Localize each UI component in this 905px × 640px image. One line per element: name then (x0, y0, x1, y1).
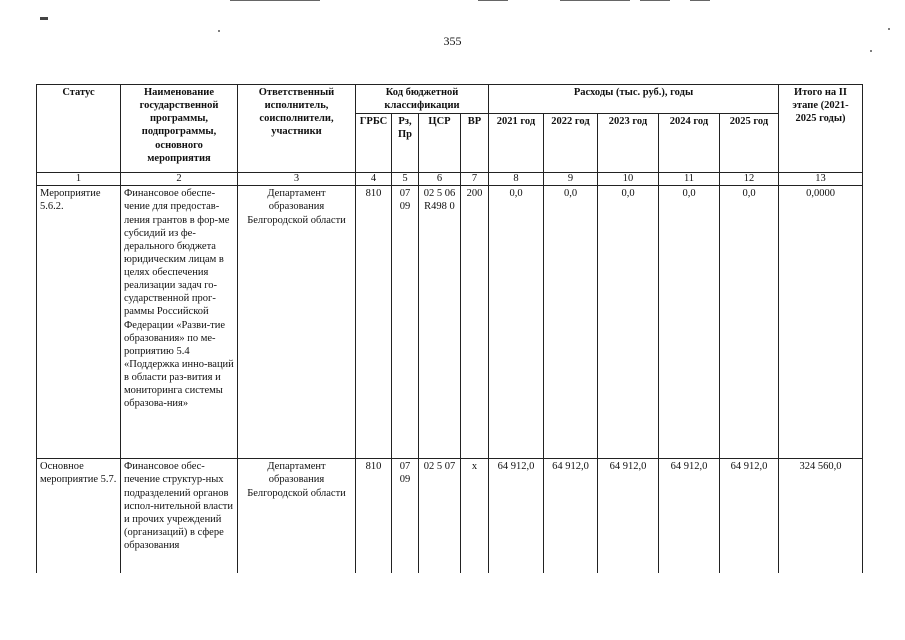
header-total: Итого на II этапе (2021-2025 годы) (779, 85, 863, 173)
column-number: 13 (779, 173, 863, 186)
column-number: 4 (356, 173, 392, 186)
header-2024: 2024 год (659, 114, 720, 173)
column-number: 10 (598, 173, 659, 186)
header-row-1 (37, 85, 863, 114)
budget-table (36, 84, 863, 573)
header-2021: 2021 год (489, 114, 544, 173)
row-2025: 64 912,0 (720, 459, 779, 574)
row-rz-pr: 07 09 (392, 186, 419, 459)
header-status: Статус (37, 85, 121, 173)
row-2023: 0,0 (598, 186, 659, 459)
column-number: 6 (419, 173, 461, 186)
table-row (37, 459, 863, 574)
header-2023: 2023 год (598, 114, 659, 173)
row-2021: 64 912,0 (489, 459, 544, 574)
header-vr: ВР (461, 114, 489, 173)
header-grbs: ГРБС (356, 114, 392, 173)
header-csr: ЦСР (419, 114, 461, 173)
row-total: 324 560,0 (779, 459, 863, 574)
header-expenses: Расходы (тыс. руб.), годы (489, 85, 779, 114)
column-number: 2 (121, 173, 238, 186)
row-2025: 0,0 (720, 186, 779, 459)
row-2022: 0,0 (544, 186, 598, 459)
header-rz-pr: Рз, Пр (392, 114, 419, 173)
row-vr: x (461, 459, 489, 574)
row-2024: 0,0 (659, 186, 720, 459)
column-number: 1 (37, 173, 121, 186)
column-number: 3 (238, 173, 356, 186)
row-2022: 64 912,0 (544, 459, 598, 574)
header-program-name: Наименование государственной программы, подпрограммы, основного мероприятия (121, 85, 238, 173)
row-vr: 200 (461, 186, 489, 459)
column-number: 12 (720, 173, 779, 186)
header-budget-code: Код бюджетной классификации (356, 85, 489, 114)
row-responsible: Департамент образования Белгородской области (238, 186, 356, 459)
column-number: 7 (461, 173, 489, 186)
page-number: 355 (443, 34, 462, 48)
header-responsible: Ответственный исполнитель, соисполнители, участники (238, 85, 356, 173)
header-2025: 2025 год (720, 114, 779, 173)
column-number: 8 (489, 173, 544, 186)
row-name: Финансовое обеспе-чение для предостав-ления грантов в фор-ме субсидий из фе-дерального бюджета юридическим лицам в целях обеспечения реализации задач го-сударственной прог-раммы Российской Федерации «Разви-тие образования» по ме-роприятию 5.4 «Поддержка инно-ваций в области раз-вития и мониторинга системы образова-ния» (121, 186, 238, 459)
row-csr: 02 5 07 (419, 459, 461, 574)
row-total: 0,0000 (779, 186, 863, 459)
row-2024: 64 912,0 (659, 459, 720, 574)
row-status: Мероприятие 5.6.2. (37, 186, 121, 459)
row-csr: 02 5 06 R498 0 (419, 186, 461, 459)
row-name: Финансовое обес-печение структур-ных подразделений органов испол-нительной власти и прочих учреждений (организаций) в сфере образования (121, 459, 238, 574)
row-grbs: 810 (356, 186, 392, 459)
header-2022: 2022 год (544, 114, 598, 173)
column-number: 5 (392, 173, 419, 186)
row-status: Основное мероприятие 5.7. (37, 459, 121, 574)
row-rz-pr: 07 09 (392, 459, 419, 574)
row-grbs: 810 (356, 459, 392, 574)
column-number: 11 (659, 173, 720, 186)
row-2021: 0,0 (489, 186, 544, 459)
row-responsible: Департамент образования Белгородской области (238, 459, 356, 574)
column-number: 9 (544, 173, 598, 186)
row-2023: 64 912,0 (598, 459, 659, 574)
column-number-row (37, 173, 863, 186)
table-row (37, 186, 863, 459)
